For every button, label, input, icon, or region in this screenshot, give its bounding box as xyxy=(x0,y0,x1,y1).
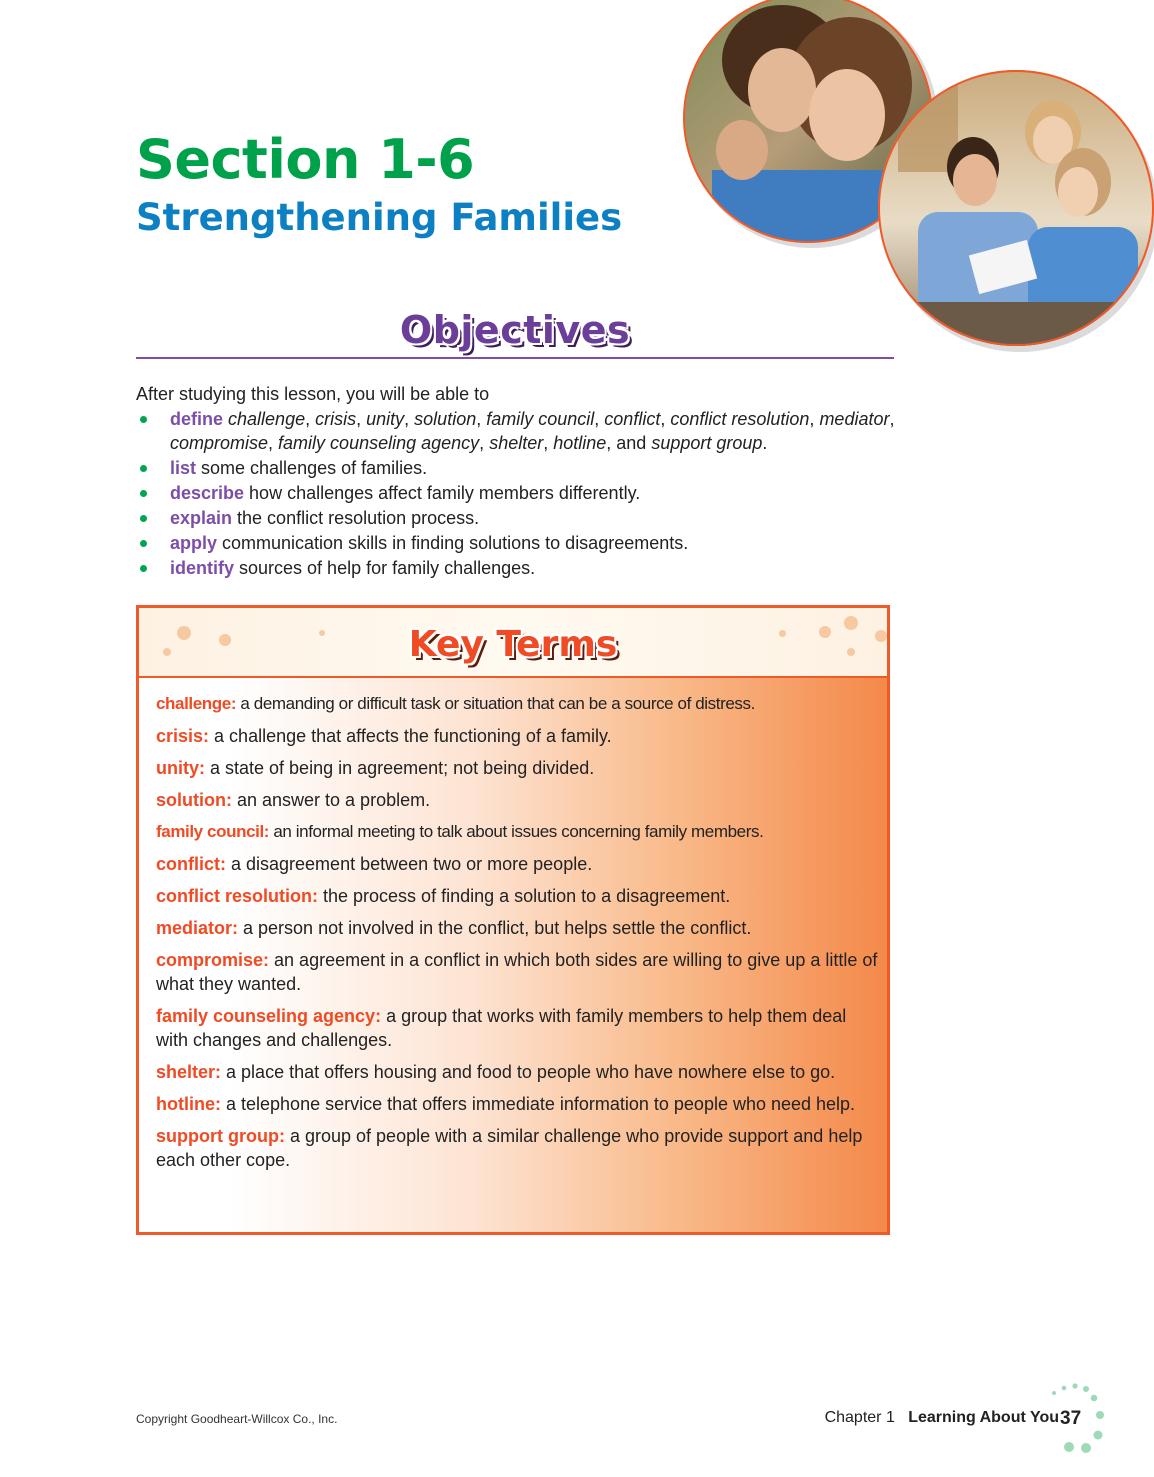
key-term-entry xyxy=(156,788,880,812)
objective-verb: define xyxy=(170,409,224,429)
chapter-footer xyxy=(825,1409,1059,1427)
key-term-word: hotline: xyxy=(156,1094,221,1114)
key-term-definition: a place that offers housing and food to people who have nowhere else to go. xyxy=(221,1062,836,1082)
key-terms-list xyxy=(156,692,880,1180)
key-term-reference: challenge xyxy=(228,409,306,429)
key-term-reference: hotline xyxy=(553,433,607,453)
objective-verb: list xyxy=(170,458,197,478)
key-term-entry xyxy=(156,756,880,780)
chapter-title: Learning About You xyxy=(908,1409,1059,1426)
decorative-dots-icon xyxy=(1042,1380,1112,1460)
objectives-list xyxy=(136,407,906,581)
key-term-entry xyxy=(156,852,880,876)
objectives-heading: Objectives xyxy=(399,308,631,352)
key-term-reference: solution xyxy=(414,409,477,429)
key-term-word: support group: xyxy=(156,1126,285,1146)
key-term-word: mediator: xyxy=(156,918,239,938)
key-term-reference: conflict resolution xyxy=(670,409,810,429)
objective-item: list some challenges of families. xyxy=(136,456,906,480)
objective-item: explain the conflict resolution process. xyxy=(136,506,906,530)
key-term-entry xyxy=(156,948,880,996)
key-term-word: solution: xyxy=(156,790,232,810)
key-terms-header xyxy=(139,608,887,678)
key-term-word: compromise: xyxy=(156,950,270,970)
section-title: Strengthening Families xyxy=(136,196,623,239)
chapter-label: Chapter 1 xyxy=(824,1409,895,1426)
key-term-definition: a person not involved in the conflict, but helps settle the conflict. xyxy=(238,918,752,938)
key-term-reference: crisis xyxy=(315,409,357,429)
key-term-reference: unity xyxy=(366,409,405,429)
key-term-definition: an answer to a problem. xyxy=(231,790,431,810)
key-term-reference: conflict xyxy=(604,409,661,429)
key-term-entry xyxy=(156,1004,880,1052)
key-term-definition: a telephone service that offers immediate information to people who need help. xyxy=(221,1094,856,1114)
key-term-reference: family counseling agency xyxy=(278,433,480,453)
key-term-reference: family council xyxy=(486,409,595,429)
key-term-word: conflict resolution: xyxy=(156,886,318,906)
objective-verb: describe xyxy=(170,483,245,503)
objective-verb: explain xyxy=(170,508,233,528)
key-term-reference: support group xyxy=(651,433,763,453)
key-term-definition: a demanding or difficult task or situation that can be a source of distress. xyxy=(236,694,755,713)
objective-verb: apply xyxy=(170,533,218,553)
key-term-entry xyxy=(156,884,880,908)
objectives-divider xyxy=(136,357,894,359)
key-term-entry xyxy=(156,724,880,748)
key-term-definition: an agreement in a conflict in which both sides are willing to give up a little of what they wanted. xyxy=(156,950,878,994)
key-term-definition: a state of being in agreement; not being divided. xyxy=(205,758,595,778)
key-term-definition: an informal meeting to talk about issues concerning family members. xyxy=(269,822,764,841)
key-term-word: family counseling agency: xyxy=(156,1006,382,1026)
key-term-entry xyxy=(156,1124,880,1172)
key-term-definition: a group of people with a similar challenge who provide support and help each other cope. xyxy=(156,1126,863,1170)
key-term-reference: compromise xyxy=(170,433,269,453)
key-term-word: conflict: xyxy=(156,854,226,874)
objective-item: identify sources of help for family challenges. xyxy=(136,556,906,580)
objective-item: define challenge, crisis, unity, solution, family council, conflict, conflict resolution, mediator, compromise, family counseling agency, shelter, hotline, and support group. xyxy=(136,407,906,455)
objective-item: apply communication skills in finding solutions to disagreements. xyxy=(136,531,906,555)
key-term-entry xyxy=(156,820,880,844)
key-term-entry xyxy=(156,1092,880,1116)
key-term-word: unity: xyxy=(156,758,205,778)
objective-verb: identify xyxy=(170,558,235,578)
key-term-definition: the process of finding a solution to a disagreement. xyxy=(318,886,731,906)
key-term-entry xyxy=(156,916,880,940)
key-terms-heading: Key Terms xyxy=(408,624,618,665)
key-term-word: crisis: xyxy=(156,726,210,746)
page-number: 37 xyxy=(1060,1408,1082,1429)
key-term-entry xyxy=(156,1060,880,1084)
key-term-definition: a group that works with family members to help them deal with changes and challenges. xyxy=(156,1006,847,1050)
key-term-word: family council: xyxy=(156,822,270,841)
key-term-reference: shelter xyxy=(489,433,544,453)
key-term-word: shelter: xyxy=(156,1062,222,1082)
copyright: Copyright Goodheart-Willcox Co., Inc. xyxy=(136,1412,338,1426)
key-term-definition: a disagreement between two or more people. xyxy=(226,854,593,874)
objective-item: describe how challenges affect family members differently. xyxy=(136,481,906,505)
key-term-word: challenge: xyxy=(156,694,237,713)
section-number: Section 1-6 xyxy=(136,128,475,191)
key-term-definition: a challenge that affects the functioning of a family. xyxy=(209,726,612,746)
objectives-intro: After studying this lesson, you will be able to xyxy=(136,384,490,404)
key-term-reference: mediator xyxy=(819,409,890,429)
key-term-entry xyxy=(156,692,880,716)
key-terms-box xyxy=(136,605,890,1235)
